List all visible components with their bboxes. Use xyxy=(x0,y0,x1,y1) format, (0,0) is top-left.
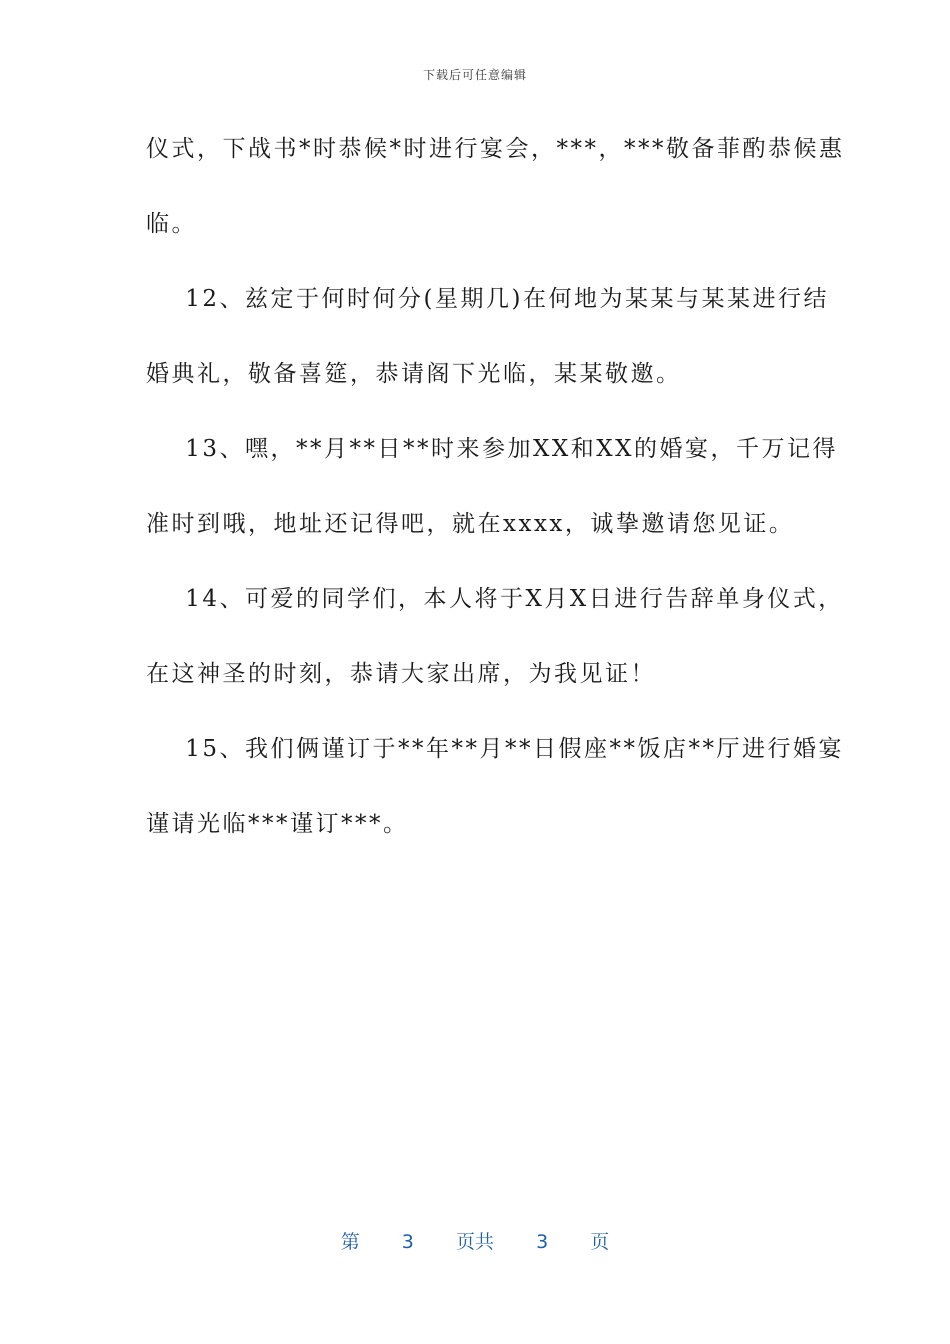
paragraph-line: 婚典礼，敬备喜筵，恭请阁下光临，某某敬邀。 xyxy=(146,361,682,387)
paragraph-line: 15、我们俩谨订于**年**月**日假座**饭店**厅进行婚宴 xyxy=(146,736,845,762)
paragraph-line: 准时到哦，地址还记得吧，就在xxxx，诚挚邀请您见证。 xyxy=(146,511,795,537)
page-mid: 页共 xyxy=(455,1231,494,1253)
paragraph-line: 仪式，下战书*时恭候*时进行宴会，***，***敬备菲酌恭候惠 xyxy=(146,136,845,162)
page-prefix: 第 xyxy=(340,1231,360,1253)
paragraph-line: 12、兹定于何时何分(星期几)在何地为某某与某某进行结 xyxy=(146,286,829,312)
current-page-number: 3 xyxy=(401,1231,414,1253)
page-footer xyxy=(0,1227,950,1254)
header-note: 下载后可任意编辑 xyxy=(422,68,527,82)
paragraph-line: 在这神圣的时刻，恭请大家出席，为我见证！ xyxy=(146,661,656,687)
paragraph-line: 13、嘿，**月**日**时来参加XX和XX的婚宴，千万记得 xyxy=(146,436,839,462)
paragraph-line: 谨请光临***谨订***。 xyxy=(146,811,409,837)
total-pages-number: 3 xyxy=(536,1231,549,1253)
paragraph-line: 临。 xyxy=(146,211,197,237)
page-suffix: 页 xyxy=(590,1231,610,1253)
paragraph-line: 14、可爱的同学们，本人将于X月X日进行告辞单身仪式， xyxy=(146,586,844,612)
